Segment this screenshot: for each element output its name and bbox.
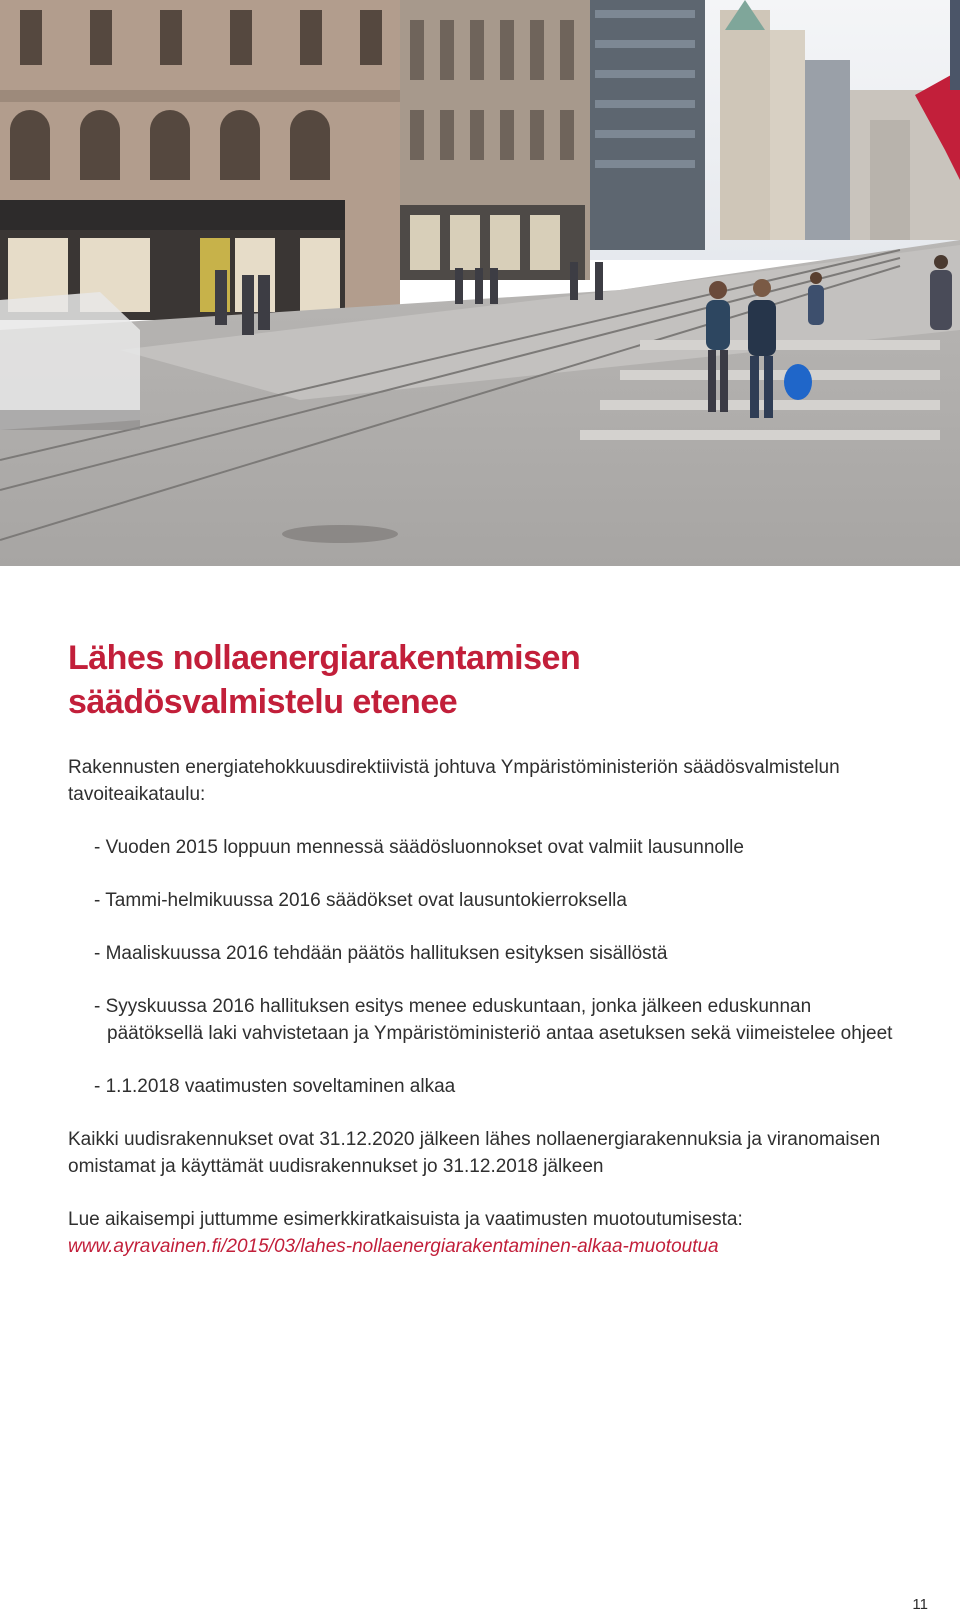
page-number: 11 [912,1596,928,1613]
article-title-line-1: Lähes nollaenergiarakentamisen [68,639,581,677]
article-title [68,636,898,724]
timeline-list [68,834,898,1100]
intro-paragraph: Rakennusten energiatehokkuusdirektiivistä johtuva Ympäristöministeriön säädösvalmistelun tavoiteaikataulu: [68,757,840,805]
timeline-item: - Syyskuussa 2016 hallituksen esitys menee eduskuntaan, jonka jälkeen eduskunnan päätöksellä laki vahvistetaan ja Ympäristöministeriö antaa asetuksen sekä viimeistelee ohjeet [94,996,893,1044]
read-more-paragraph [68,1206,898,1260]
article-title-line-2: säädösvalmistelu etenee [68,683,458,721]
timeline-item: - Vuoden 2015 loppuun mennessä säädösluonnokset ovat valmiit lausunnolle [94,837,744,858]
street-photo [0,0,960,566]
article-link[interactable]: www.ayravainen.fi/2015/03/lahes-nollaenergiarakentaminen-alkaa-muotoutua [68,1236,719,1257]
article [68,636,898,1260]
timeline-item: - Tammi-helmikuussa 2016 säädökset ovat lausuntokierroksella [94,890,627,911]
read-more-text: Lue aikaisempi juttumme esimerkkiratkaisuista ja vaatimusten muotoutumisesta: [68,1209,743,1230]
summary-paragraph: Kaikki uudisrakennukset ovat 31.12.2020 jälkeen lähes nollaenergiarakennuksia ja viranomaisen omistamat ja käyttämät uudisrakennukset jo 31.12.2018 jälkeen [68,1129,881,1177]
timeline-item: - Maaliskuussa 2016 tehdään päätös hallituksen esityksen sisällöstä [94,943,668,964]
timeline-item: - 1.1.2018 vaatimusten soveltaminen alkaa [94,1076,456,1097]
